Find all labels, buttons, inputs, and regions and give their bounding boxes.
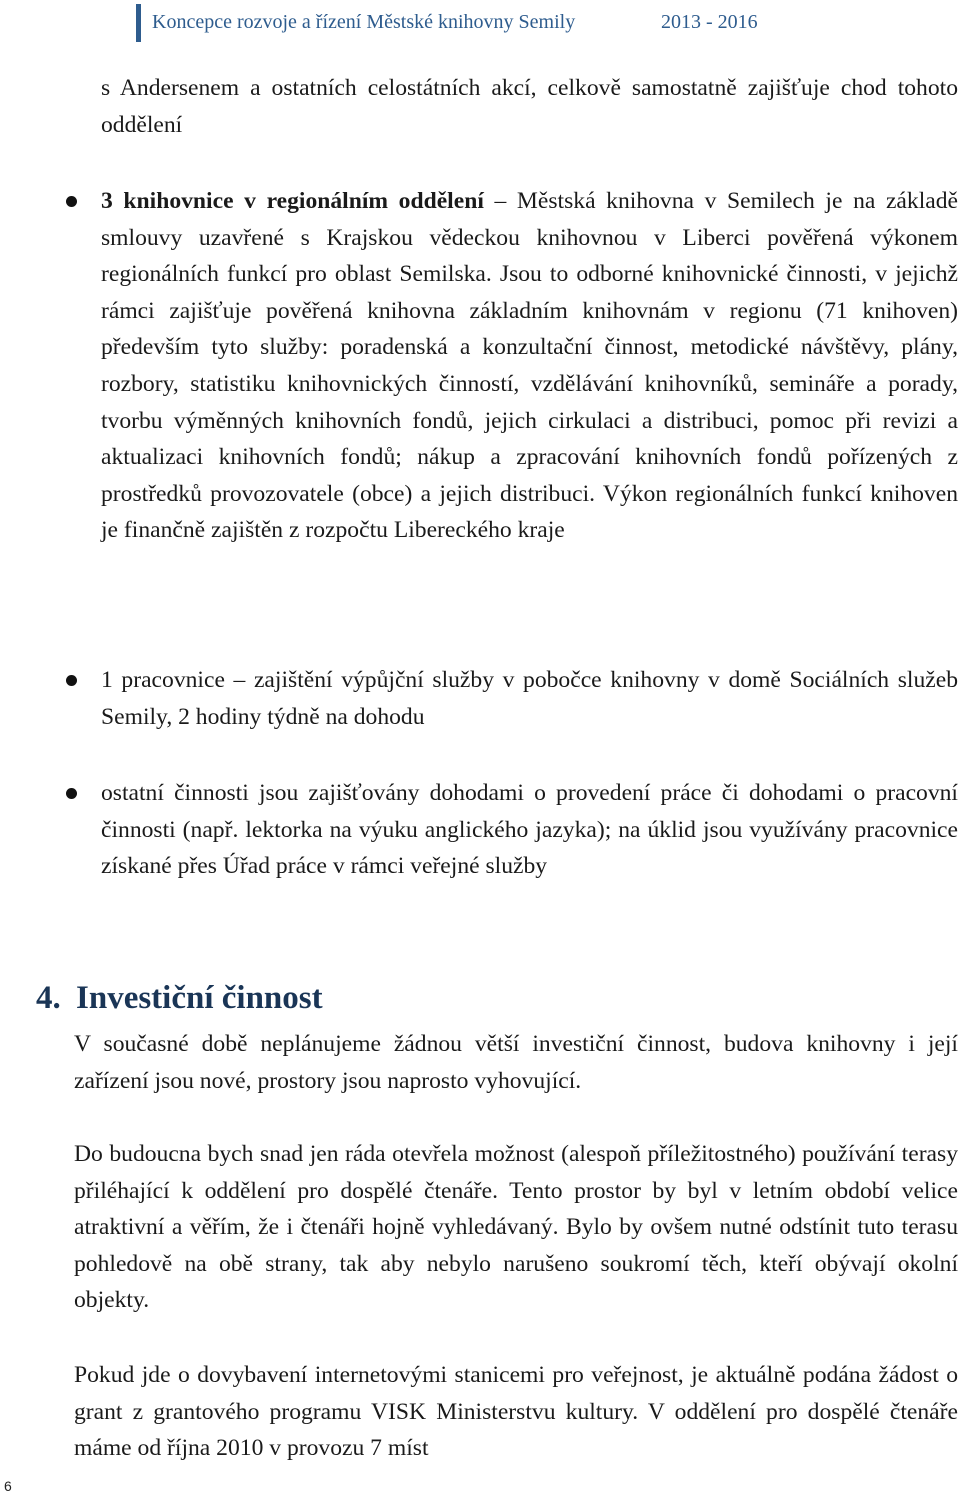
bullet-item-other: ostatní činnosti jsou zajišťovány dohodami o provedení práce či dohodami o pracovní činnosti (např. lektorka na výuku anglického jazyka); na úklid jsou využívány pracovnice získané přes Úřad práce v rámci veřejné služby (101, 780, 958, 880)
page-number: 6 (4, 1478, 12, 1494)
bullet-icon (66, 788, 77, 799)
intro-paragraph: s Andersenem a ostatních celostátních akcí, celkově samostatně zajišťuje chod tohoto oddělení (101, 75, 958, 138)
header-years: 2013 - 2016 (661, 11, 758, 33)
header-title: Koncepce rozvoje a řízení Městské knihovny Semily (152, 11, 576, 33)
bullet-item-bold-lead: 3 knihovnice v regionálním oddělení (101, 188, 484, 214)
bullet-icon (66, 196, 77, 207)
bullet-item-branch: 1 pracovnice – zajištění výpůjční služby v pobočce knihovny v domě Sociálních služeb Semily, 2 hodiny týdně na dohodu (101, 667, 958, 730)
section-title: Investiční činnost (76, 980, 323, 1016)
section-heading (36, 980, 323, 1017)
bullet-icon (66, 675, 77, 686)
section-paragraph: Pokud jde o dovybavení internetovými stanicemi pro veřejnost, je aktuálně podána žádost o grant z grantového programu VISK Ministerstvu kultury. V oddělení pro dospělé čtenáře máme od října 2010 v provozu 7 míst (74, 1362, 958, 1462)
bullet-item-regional (101, 183, 958, 549)
bullet-item-text: – Městská knihovna v Semilech je na základě smlouvy uzavřené s Krajskou vědeckou knihovnou v Liberci pověřená výkonem regionálních funkcí pro oblast Semilska. Jsou to odborné knihovnické činnosti, v jejichž rámci zajišťuje pověřená knihovna základním knihovnám v regionu (71 knihoven) především tyto služby: poradenská a konzultační činnost, metodické návštěvy, plány, rozbory, statistiku knihovnických činností, vzdělávání knihovníků, semináře a porady, tvorbu výměnných knihovních fondů, jejich cirkulaci a distribuci, pomoc při revizi a aktualizaci knihovních fondů; nákup a zpracování knihovních fondů pořízených z prostředků provozovatele (obce) a jejich distribuci. Výkon regionálních funkcí knihoven je finančně zajištěn z rozpočtu Libereckého kraje (101, 188, 958, 544)
section-paragraph: Do budoucna bych snad jen ráda otevřela možnost (alespoň příležitostného) používání terasy přiléhající k oddělení pro dospělé čtenáře. Tento prostor by byl v letním období velice atraktivní a věřím, že i čtenáři hojně vyhledávaný. Bylo by ovšem nutné odstínit tuto terasu pohledově na obě strany, tak aby nebylo narušeno soukromí těch, kteří obývají okolní objekty. (74, 1141, 958, 1314)
running-header (136, 4, 941, 42)
section-number: 4. (36, 980, 61, 1016)
section-paragraph: V současné době neplánujeme žádnou větší investiční činnost, budova knihovny i její zařízení jsou nové, prostory jsou naprosto vyhovující. (74, 1031, 958, 1094)
